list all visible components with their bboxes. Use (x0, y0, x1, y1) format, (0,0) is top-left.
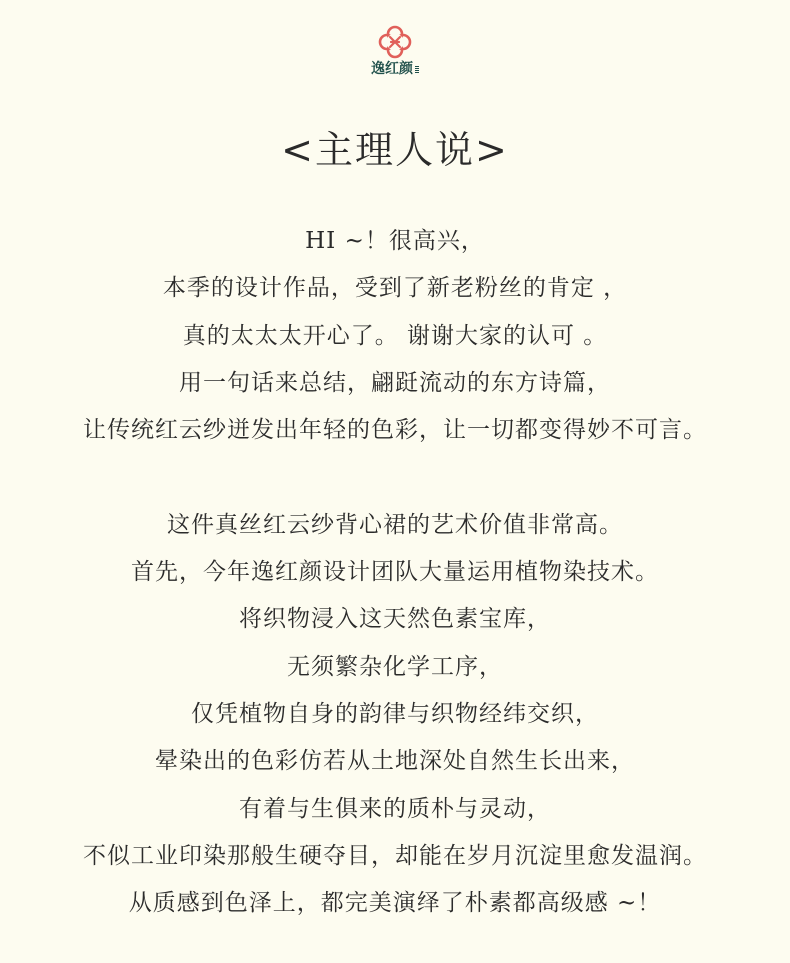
text-line: 不似工业印染那般生硬夺目，却能在岁月沉淀里愈发温润。 (83, 842, 707, 869)
page-title: <主理人说> (281, 128, 509, 172)
text-line: 晕染出的色彩仿若从土地深处自然生长出来， (155, 748, 635, 775)
text-line: 首先，今年逸红颜设计团队大量运用植物染技术。 (131, 559, 659, 586)
text-line: 这件真丝红云纱背心裙的艺术价值非常高。 (167, 511, 623, 538)
brand-name: 逸红颜 (371, 61, 413, 77)
text-line: 有着与生俱来的质朴与灵动， (239, 795, 551, 822)
article-body (0, 218, 790, 927)
clover-flower-icon (377, 24, 413, 60)
text-line: 真的太太太开心了。 谢谢大家的认可 。 (182, 322, 608, 349)
text-line: HI ~！很高兴， (305, 228, 485, 254)
text-line: 将织物浸入这天然色素宝库， (239, 606, 551, 633)
text-line: 无须繁杂化学工序， (287, 653, 503, 680)
text-line: 本季的设计作品，受到了新老粉丝的肯定 ， (162, 275, 628, 302)
text-line: 用一句话来总结，翩跹流动的东方诗篇， (179, 369, 611, 396)
text-line: 从质感到色泽上，都完美演绎了朴素都高级感 ~！ (128, 890, 662, 917)
text-line: 仅凭植物自身的韵律与织物经纬交织， (191, 700, 599, 727)
brand-logo (0, 24, 790, 78)
text-line: 让传统红云纱迸发出年轻的色彩，让一切都变得妙不可言。 (83, 417, 707, 444)
paragraph-gap (0, 454, 790, 501)
brand-mark-lines (415, 66, 419, 73)
